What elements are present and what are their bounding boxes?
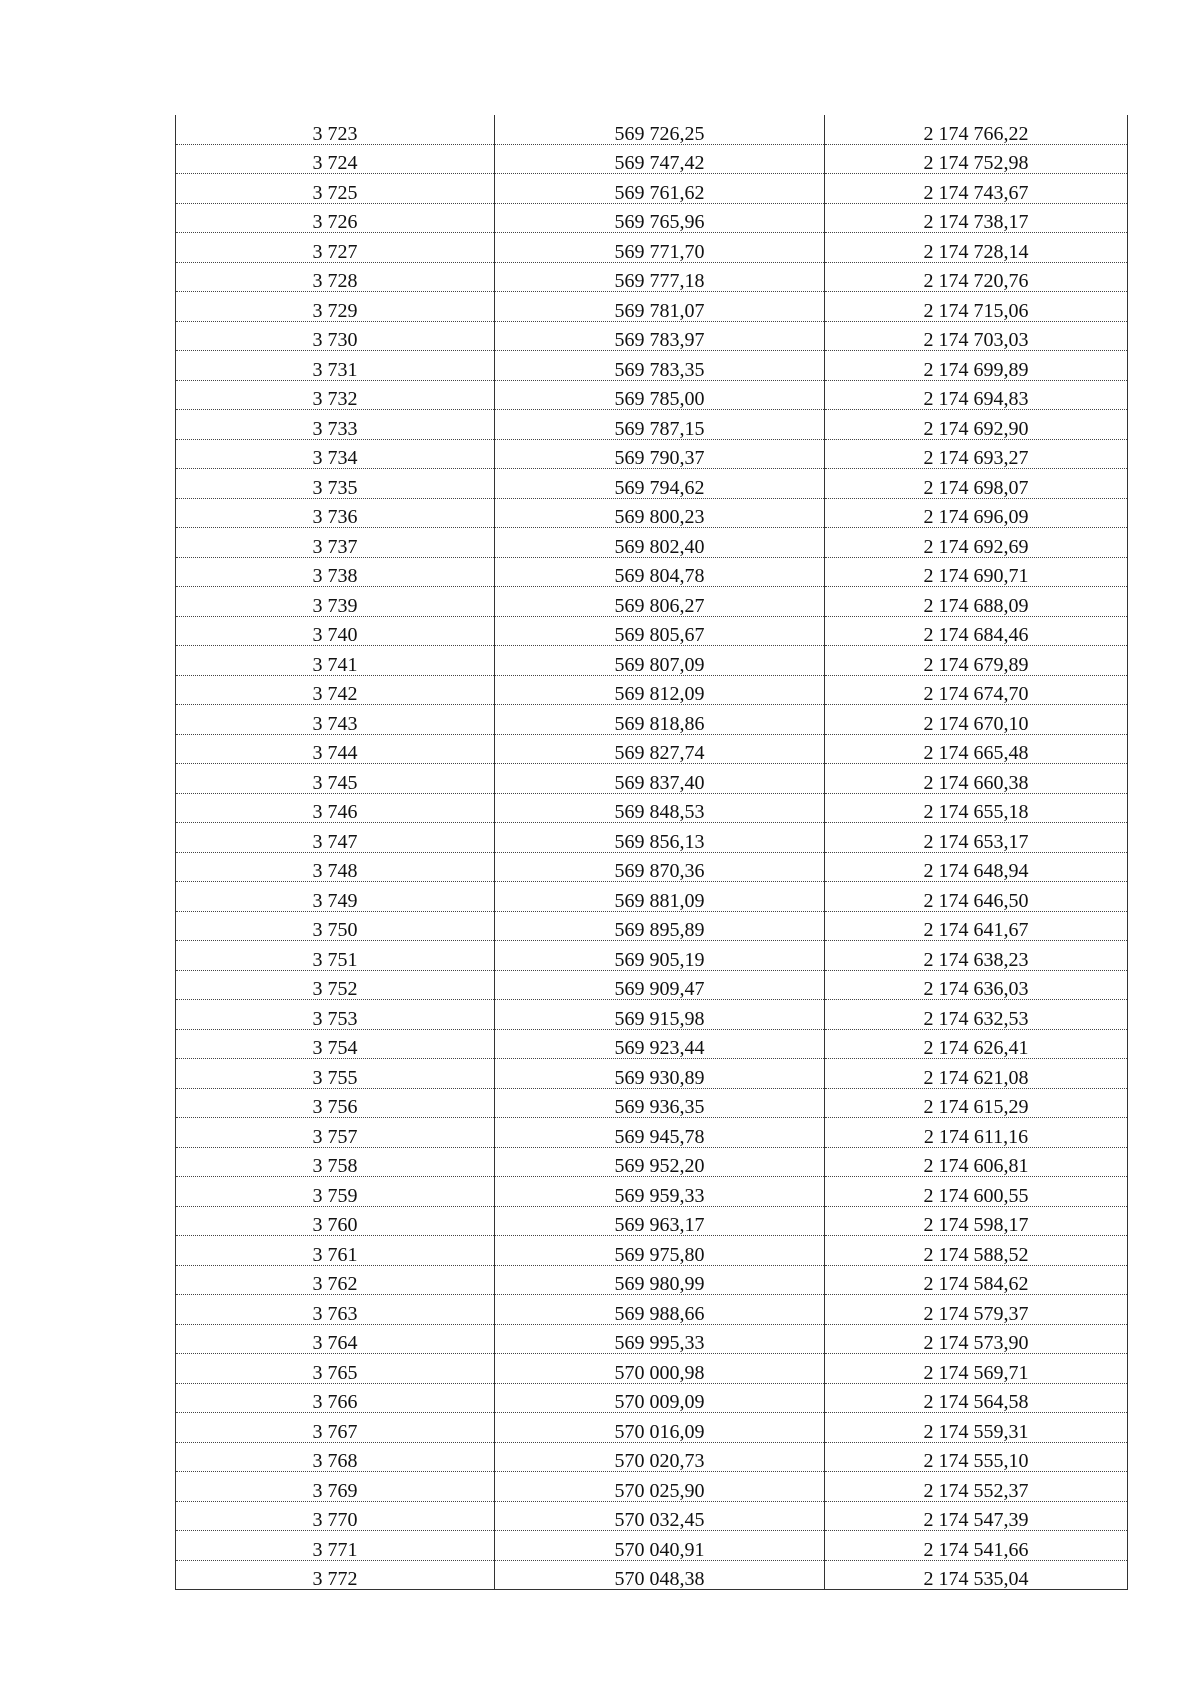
x-coordinate-cell: 569 952,20: [495, 1147, 825, 1177]
point-number-cell: 3 731: [176, 351, 495, 381]
table-row: [176, 764, 1128, 794]
y-coordinate-cell: 2 174 600,55: [825, 1177, 1128, 1207]
point-number-cell: 3 732: [176, 380, 495, 410]
point-number-cell: 3 737: [176, 528, 495, 558]
point-number-cell: 3 750: [176, 911, 495, 941]
table-row: [176, 203, 1128, 233]
point-number-cell: 3 754: [176, 1029, 495, 1059]
table-row: [176, 351, 1128, 381]
y-coordinate-cell: 2 174 703,03: [825, 321, 1128, 351]
x-coordinate-cell: 569 870,36: [495, 852, 825, 882]
y-coordinate-cell: 2 174 559,31: [825, 1413, 1128, 1443]
y-coordinate-cell: 2 174 715,06: [825, 292, 1128, 322]
x-coordinate-cell: 569 930,89: [495, 1059, 825, 1089]
x-coordinate-cell: 569 963,17: [495, 1206, 825, 1236]
y-coordinate-cell: 2 174 535,04: [825, 1560, 1128, 1590]
table-row: [176, 1354, 1128, 1384]
y-coordinate-cell: 2 174 752,98: [825, 144, 1128, 174]
point-number-cell: 3 733: [176, 410, 495, 440]
table-row: [176, 174, 1128, 204]
x-coordinate-cell: 569 988,66: [495, 1295, 825, 1325]
point-number-cell: 3 756: [176, 1088, 495, 1118]
table-row: [176, 587, 1128, 617]
point-number-cell: 3 768: [176, 1442, 495, 1472]
table-row: [176, 469, 1128, 499]
table-row: [176, 1560, 1128, 1590]
point-number-cell: 3 741: [176, 646, 495, 676]
point-number-cell: 3 739: [176, 587, 495, 617]
y-coordinate-cell: 2 174 615,29: [825, 1088, 1128, 1118]
point-number-cell: 3 728: [176, 262, 495, 292]
point-number-cell: 3 726: [176, 203, 495, 233]
y-coordinate-cell: 2 174 646,50: [825, 882, 1128, 912]
y-coordinate-cell: 2 174 690,71: [825, 557, 1128, 587]
y-coordinate-cell: 2 174 728,14: [825, 233, 1128, 263]
x-coordinate-cell: 569 980,99: [495, 1265, 825, 1295]
x-coordinate-cell: 569 881,09: [495, 882, 825, 912]
y-coordinate-cell: 2 174 611,16: [825, 1118, 1128, 1148]
point-number-cell: 3 760: [176, 1206, 495, 1236]
y-coordinate-cell: 2 174 653,17: [825, 823, 1128, 853]
point-number-cell: 3 738: [176, 557, 495, 587]
point-number-cell: 3 743: [176, 705, 495, 735]
y-coordinate-cell: 2 174 621,08: [825, 1059, 1128, 1089]
table-row: [176, 734, 1128, 764]
y-coordinate-cell: 2 174 684,46: [825, 616, 1128, 646]
table-row: [176, 144, 1128, 174]
table-row: [176, 1118, 1128, 1148]
x-coordinate-cell: 569 807,09: [495, 646, 825, 676]
point-number-cell: 3 753: [176, 1000, 495, 1030]
y-coordinate-cell: 2 174 766,22: [825, 115, 1128, 144]
table-row: [176, 646, 1128, 676]
x-coordinate-cell: 569 747,42: [495, 144, 825, 174]
y-coordinate-cell: 2 174 588,52: [825, 1236, 1128, 1266]
y-coordinate-cell: 2 174 555,10: [825, 1442, 1128, 1472]
x-coordinate-cell: 569 895,89: [495, 911, 825, 941]
x-coordinate-cell: 569 805,67: [495, 616, 825, 646]
y-coordinate-cell: 2 174 579,37: [825, 1295, 1128, 1325]
x-coordinate-cell: 569 804,78: [495, 557, 825, 587]
table-row: [176, 528, 1128, 558]
point-number-cell: 3 764: [176, 1324, 495, 1354]
x-coordinate-cell: 569 848,53: [495, 793, 825, 823]
table-row: [176, 1501, 1128, 1531]
y-coordinate-cell: 2 174 696,09: [825, 498, 1128, 528]
x-coordinate-cell: 569 837,40: [495, 764, 825, 794]
y-coordinate-cell: 2 174 636,03: [825, 970, 1128, 1000]
table-row: [176, 970, 1128, 1000]
x-coordinate-cell: 569 794,62: [495, 469, 825, 499]
table-row: [176, 1472, 1128, 1502]
x-coordinate-cell: 570 048,38: [495, 1560, 825, 1590]
x-coordinate-cell: 570 032,45: [495, 1501, 825, 1531]
y-coordinate-cell: 2 174 626,41: [825, 1029, 1128, 1059]
point-number-cell: 3 763: [176, 1295, 495, 1325]
table-row: [176, 1029, 1128, 1059]
x-coordinate-cell: 570 040,91: [495, 1531, 825, 1561]
point-number-cell: 3 769: [176, 1472, 495, 1502]
point-number-cell: 3 730: [176, 321, 495, 351]
table-row: [176, 823, 1128, 853]
table-row: [176, 1177, 1128, 1207]
y-coordinate-cell: 2 174 738,17: [825, 203, 1128, 233]
point-number-cell: 3 765: [176, 1354, 495, 1384]
point-number-cell: 3 736: [176, 498, 495, 528]
y-coordinate-cell: 2 174 569,71: [825, 1354, 1128, 1384]
y-coordinate-cell: 2 174 655,18: [825, 793, 1128, 823]
y-coordinate-cell: 2 174 552,37: [825, 1472, 1128, 1502]
point-number-cell: 3 757: [176, 1118, 495, 1148]
x-coordinate-cell: 569 783,35: [495, 351, 825, 381]
table-row: [176, 705, 1128, 735]
y-coordinate-cell: 2 174 693,27: [825, 439, 1128, 469]
y-coordinate-cell: 2 174 598,17: [825, 1206, 1128, 1236]
x-coordinate-cell: 569 975,80: [495, 1236, 825, 1266]
x-coordinate-cell: 569 856,13: [495, 823, 825, 853]
x-coordinate-cell: 569 923,44: [495, 1029, 825, 1059]
x-coordinate-cell: 569 765,96: [495, 203, 825, 233]
y-coordinate-cell: 2 174 743,67: [825, 174, 1128, 204]
table-row: [176, 882, 1128, 912]
table-row: [176, 1206, 1128, 1236]
point-number-cell: 3 725: [176, 174, 495, 204]
x-coordinate-cell: 569 915,98: [495, 1000, 825, 1030]
y-coordinate-cell: 2 174 632,53: [825, 1000, 1128, 1030]
table-row: [176, 1383, 1128, 1413]
y-coordinate-cell: 2 174 674,70: [825, 675, 1128, 705]
table-row: [176, 1000, 1128, 1030]
y-coordinate-cell: 2 174 692,90: [825, 410, 1128, 440]
x-coordinate-cell: 569 790,37: [495, 439, 825, 469]
table-row: [176, 616, 1128, 646]
point-number-cell: 3 755: [176, 1059, 495, 1089]
x-coordinate-cell: 569 785,00: [495, 380, 825, 410]
y-coordinate-cell: 2 174 699,89: [825, 351, 1128, 381]
x-coordinate-cell: 570 009,09: [495, 1383, 825, 1413]
x-coordinate-cell: 569 905,19: [495, 941, 825, 971]
table-row: [176, 1059, 1128, 1089]
point-number-cell: 3 767: [176, 1413, 495, 1443]
table-row: [176, 233, 1128, 263]
table-row: [176, 410, 1128, 440]
point-number-cell: 3 759: [176, 1177, 495, 1207]
x-coordinate-cell: 570 020,73: [495, 1442, 825, 1472]
point-number-cell: 3 742: [176, 675, 495, 705]
point-number-cell: 3 749: [176, 882, 495, 912]
table-row: [176, 115, 1128, 144]
x-coordinate-cell: 569 959,33: [495, 1177, 825, 1207]
table-row: [176, 941, 1128, 971]
x-coordinate-cell: 569 771,70: [495, 233, 825, 263]
x-coordinate-cell: 569 936,35: [495, 1088, 825, 1118]
x-coordinate-cell: 569 827,74: [495, 734, 825, 764]
point-number-cell: 3 762: [176, 1265, 495, 1295]
y-coordinate-cell: 2 174 606,81: [825, 1147, 1128, 1177]
x-coordinate-cell: 569 783,97: [495, 321, 825, 351]
y-coordinate-cell: 2 174 679,89: [825, 646, 1128, 676]
y-coordinate-cell: 2 174 641,67: [825, 911, 1128, 941]
x-coordinate-cell: 569 761,62: [495, 174, 825, 204]
table-row: [176, 1236, 1128, 1266]
point-number-cell: 3 735: [176, 469, 495, 499]
table-row: [176, 380, 1128, 410]
x-coordinate-cell: 569 812,09: [495, 675, 825, 705]
x-coordinate-cell: 569 818,86: [495, 705, 825, 735]
point-number-cell: 3 724: [176, 144, 495, 174]
x-coordinate-cell: 569 995,33: [495, 1324, 825, 1354]
table-row: [176, 1413, 1128, 1443]
table-row: [176, 852, 1128, 882]
point-number-cell: 3 745: [176, 764, 495, 794]
y-coordinate-cell: 2 174 670,10: [825, 705, 1128, 735]
table-row: [176, 1147, 1128, 1177]
x-coordinate-cell: 569 802,40: [495, 528, 825, 558]
point-number-cell: 3 752: [176, 970, 495, 1000]
y-coordinate-cell: 2 174 665,48: [825, 734, 1128, 764]
y-coordinate-cell: 2 174 638,23: [825, 941, 1128, 971]
point-number-cell: 3 747: [176, 823, 495, 853]
y-coordinate-cell: 2 174 720,76: [825, 262, 1128, 292]
point-number-cell: 3 758: [176, 1147, 495, 1177]
x-coordinate-cell: 569 781,07: [495, 292, 825, 322]
point-number-cell: 3 727: [176, 233, 495, 263]
point-number-cell: 3 766: [176, 1383, 495, 1413]
y-coordinate-cell: 2 174 648,94: [825, 852, 1128, 882]
x-coordinate-cell: 569 806,27: [495, 587, 825, 617]
table-row: [176, 557, 1128, 587]
table-row: [176, 1295, 1128, 1325]
table-row: [176, 292, 1128, 322]
table-row: [176, 1531, 1128, 1561]
point-number-cell: 3 751: [176, 941, 495, 971]
x-coordinate-cell: 569 787,15: [495, 410, 825, 440]
y-coordinate-cell: 2 174 584,62: [825, 1265, 1128, 1295]
point-number-cell: 3 772: [176, 1560, 495, 1590]
table-row: [176, 498, 1128, 528]
point-number-cell: 3 744: [176, 734, 495, 764]
y-coordinate-cell: 2 174 688,09: [825, 587, 1128, 617]
point-number-cell: 3 746: [176, 793, 495, 823]
point-number-cell: 3 734: [176, 439, 495, 469]
x-coordinate-cell: 570 016,09: [495, 1413, 825, 1443]
y-coordinate-cell: 2 174 660,38: [825, 764, 1128, 794]
point-number-cell: 3 729: [176, 292, 495, 322]
coordinates-table-body: [176, 115, 1128, 1590]
point-number-cell: 3 723: [176, 115, 495, 144]
y-coordinate-cell: 2 174 692,69: [825, 528, 1128, 558]
y-coordinate-cell: 2 174 547,39: [825, 1501, 1128, 1531]
table-row: [176, 793, 1128, 823]
table-row: [176, 321, 1128, 351]
point-number-cell: 3 771: [176, 1531, 495, 1561]
table-row: [176, 911, 1128, 941]
table-row: [176, 439, 1128, 469]
y-coordinate-cell: 2 174 541,66: [825, 1531, 1128, 1561]
table-row: [176, 1324, 1128, 1354]
point-number-cell: 3 748: [176, 852, 495, 882]
x-coordinate-cell: 569 777,18: [495, 262, 825, 292]
x-coordinate-cell: 570 025,90: [495, 1472, 825, 1502]
table-row: [176, 675, 1128, 705]
table-row: [176, 1088, 1128, 1118]
x-coordinate-cell: 569 726,25: [495, 115, 825, 144]
y-coordinate-cell: 2 174 564,58: [825, 1383, 1128, 1413]
x-coordinate-cell: 569 909,47: [495, 970, 825, 1000]
y-coordinate-cell: 2 174 694,83: [825, 380, 1128, 410]
table-row: [176, 1265, 1128, 1295]
x-coordinate-cell: 569 800,23: [495, 498, 825, 528]
x-coordinate-cell: 569 945,78: [495, 1118, 825, 1148]
table-row: [176, 262, 1128, 292]
point-number-cell: 3 740: [176, 616, 495, 646]
coordinates-table: [175, 115, 1128, 1590]
x-coordinate-cell: 570 000,98: [495, 1354, 825, 1384]
y-coordinate-cell: 2 174 573,90: [825, 1324, 1128, 1354]
point-number-cell: 3 761: [176, 1236, 495, 1266]
y-coordinate-cell: 2 174 698,07: [825, 469, 1128, 499]
table-row: [176, 1442, 1128, 1472]
point-number-cell: 3 770: [176, 1501, 495, 1531]
